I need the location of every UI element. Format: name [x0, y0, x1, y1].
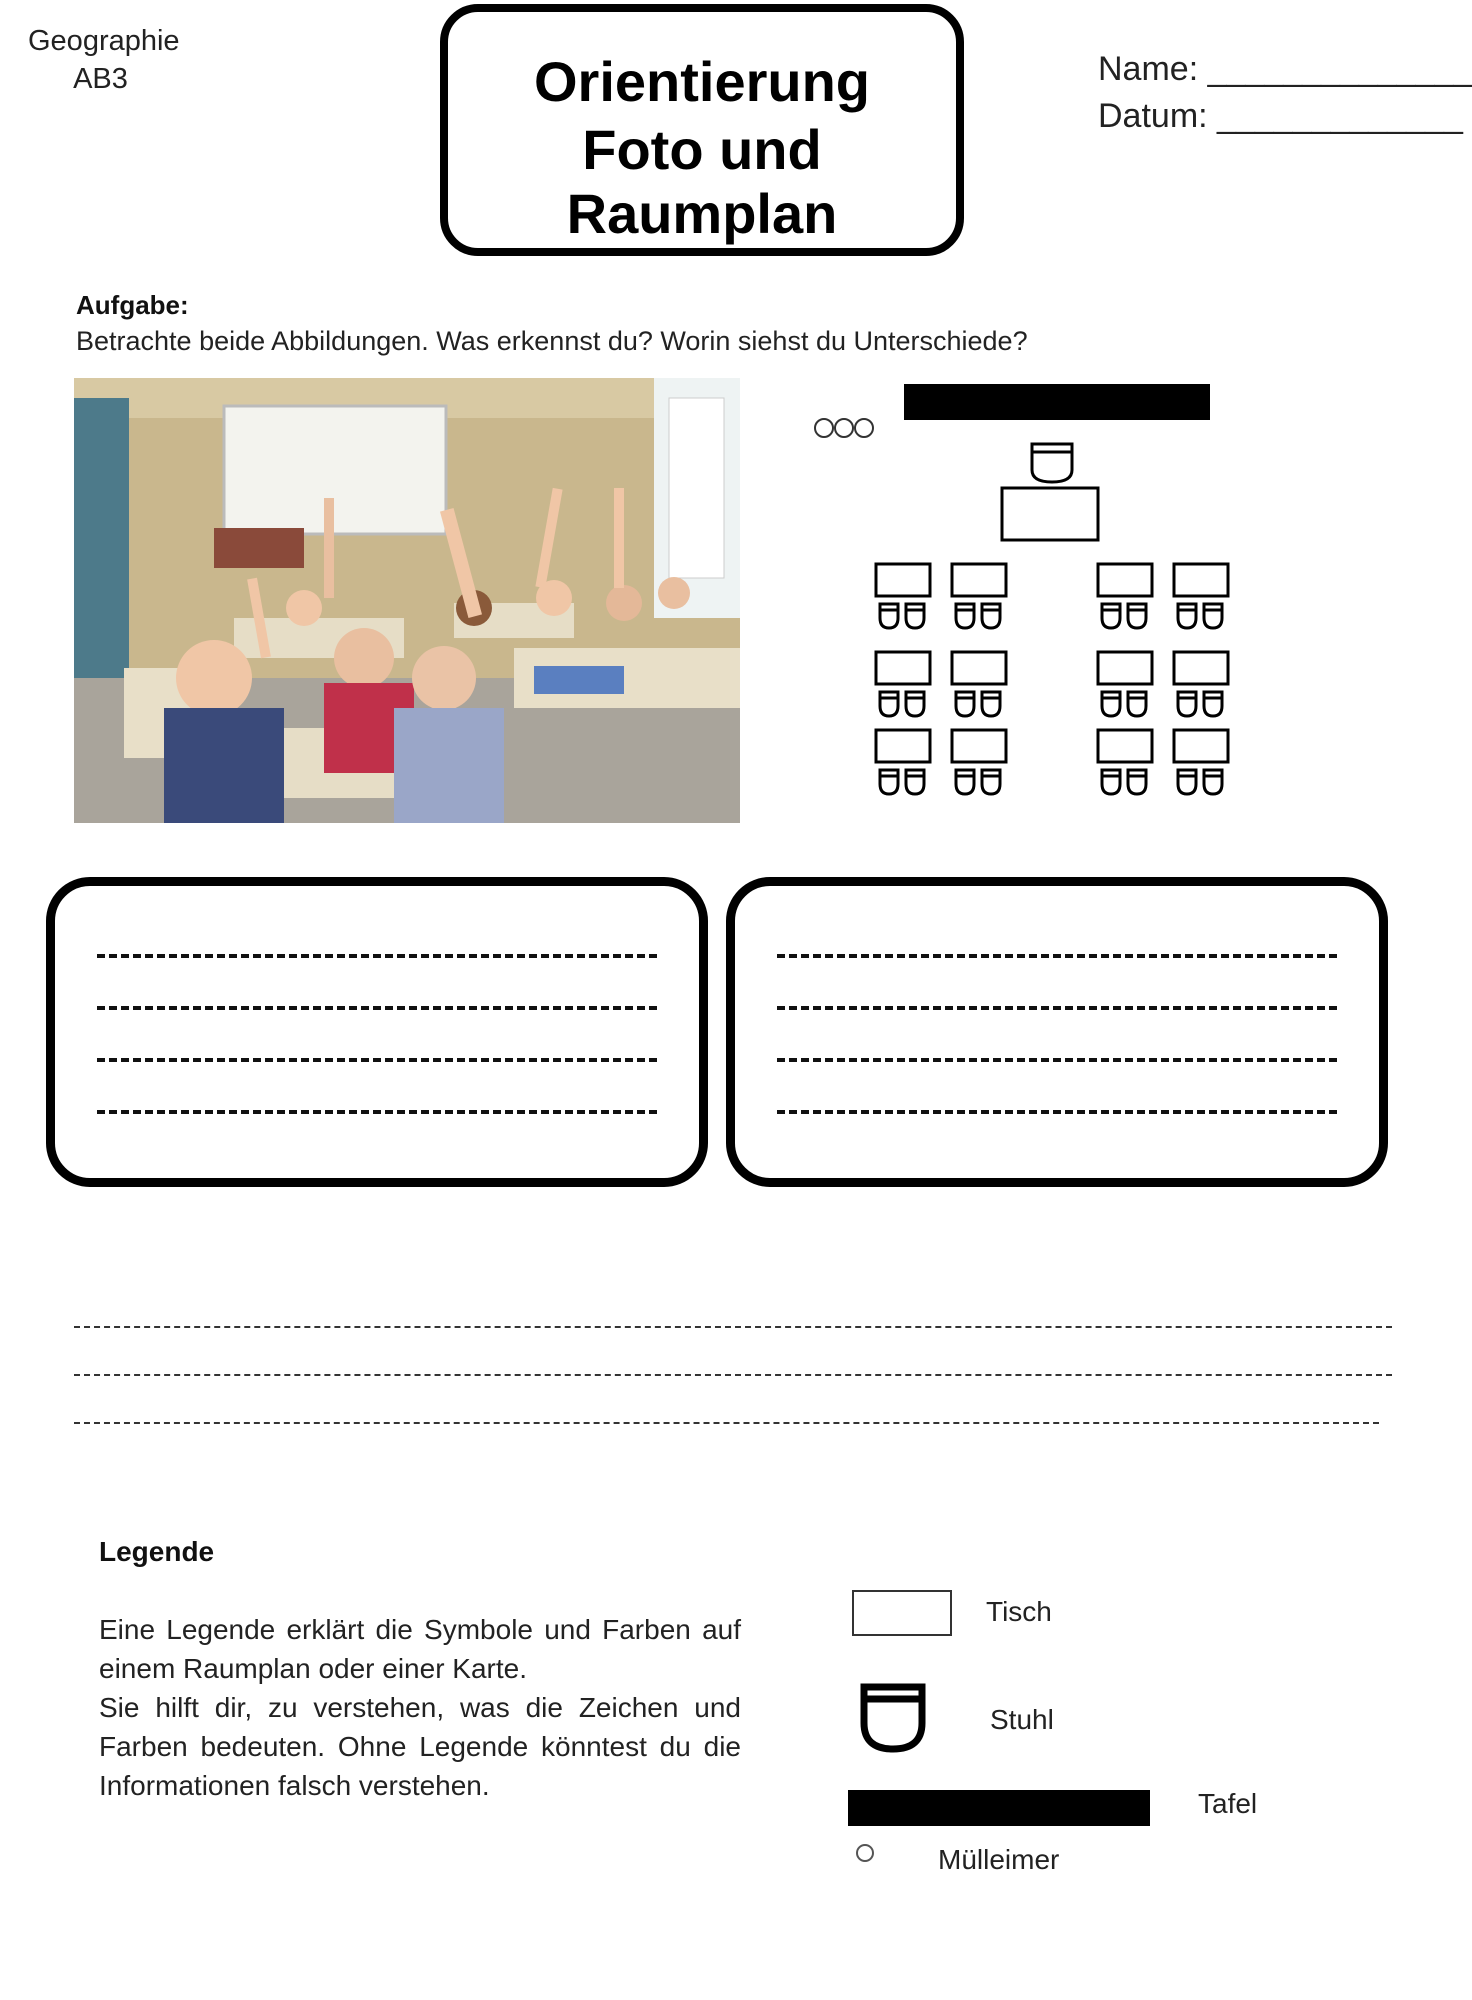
answer-line — [97, 1006, 657, 1010]
answer-line — [97, 1058, 657, 1062]
classroom-photo — [74, 378, 740, 823]
chair-icon — [860, 1683, 926, 1758]
title-line-2: Foto und Raumplan — [566, 118, 838, 245]
answer-line — [97, 954, 657, 958]
plan-teacher-desk — [1002, 444, 1098, 540]
sheet-number: AB3 — [73, 63, 128, 95]
legend-paragraph-2: Sie hilft dir, zu verstehen, was die Zeichen und Farben bedeuten. Ohne Legende könntest du die Informationen falsch verstehen. — [99, 1692, 741, 1801]
plan-bins — [815, 419, 873, 437]
writing-line[interactable] — [74, 1374, 1392, 1376]
name-field[interactable]: Name: ______________ — [1098, 50, 1472, 88]
writing-line[interactable] — [74, 1422, 1379, 1424]
board-icon — [848, 1790, 1150, 1826]
legend-table-label: Tisch — [986, 1596, 1052, 1627]
title-line-1: Orientierung — [533, 50, 871, 113]
task-heading: Aufgabe: — [76, 290, 189, 320]
date-field[interactable]: Datum: _____________ — [1098, 97, 1463, 135]
legend-paragraph-1: Eine Legende erklärt die Symbole und Farben auf einem Raumplan oder einer Karte. — [99, 1614, 741, 1684]
legend-chair-label: Stuhl — [990, 1704, 1054, 1735]
subject-label — [28, 22, 180, 98]
legend-description — [99, 1610, 741, 1805]
answer-line — [777, 954, 1337, 958]
legend-board-label: Tafel — [1198, 1788, 1258, 1819]
legend-heading: Legende — [99, 1536, 215, 1567]
answer-line — [97, 1110, 657, 1114]
bin-icon — [856, 1844, 874, 1862]
table-icon — [852, 1590, 952, 1636]
subject-name: Geographie — [28, 25, 180, 57]
answer-line — [777, 1006, 1337, 1010]
answer-box-left[interactable] — [46, 877, 708, 1187]
writing-line[interactable] — [74, 1326, 1392, 1328]
answer-line — [777, 1058, 1337, 1062]
plan-student-desks — [876, 564, 1228, 794]
legend-bin-label: Mülleimer — [938, 1844, 1060, 1875]
room-plan — [780, 378, 1260, 818]
plan-board — [904, 384, 1210, 420]
answer-box-right[interactable] — [726, 877, 1388, 1187]
task-text: Betrachte beide Abbildungen. Was erkennst du? Worin siehst du Unterschiede? — [76, 326, 1028, 356]
answer-line — [777, 1110, 1337, 1114]
title-box — [440, 4, 964, 256]
